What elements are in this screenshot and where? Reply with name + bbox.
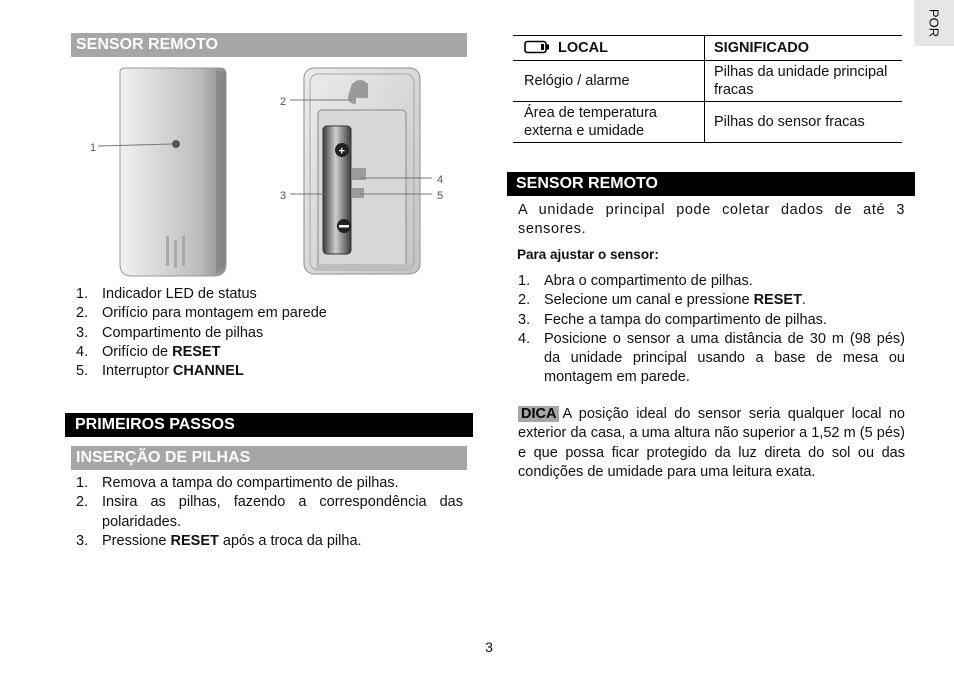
table-cell: Pilhas do sensor fracas	[705, 102, 903, 143]
battery-indicator-table	[513, 35, 902, 143]
sensor-illustration	[80, 64, 460, 280]
section-header-label: SENSOR REMOTO	[76, 36, 218, 53]
section-header-sensor-remoto-right	[507, 172, 915, 196]
table-header-significado: SIGNIFICADO	[705, 36, 903, 61]
table-cell: Área de temperatura externa e umidade	[513, 102, 705, 143]
figure-label-4: 4	[437, 174, 444, 186]
list-item: 2. Orifício para montagem em parede	[76, 305, 327, 322]
battery-icon	[524, 40, 550, 54]
table-cell: Pilhas da unidade principal fracas	[705, 61, 903, 102]
section-header-primeiros-passos	[65, 413, 473, 437]
svg-text:+: +	[338, 145, 345, 158]
section-header-label: SENSOR REMOTO	[516, 175, 658, 192]
tip-paragraph	[518, 405, 905, 482]
sensor-back-view	[304, 68, 420, 274]
section-header-sensor-remoto	[71, 33, 467, 57]
table-row	[513, 102, 902, 143]
sensor-subheading: Para ajustar o sensor:	[517, 247, 659, 262]
section-header-label: INSERÇÃO DE PILHAS	[76, 449, 251, 466]
list-item: 1. Remova a tampa do compartimento de pilhas.	[76, 475, 399, 491]
led-indicator	[172, 140, 180, 148]
list-item: 2. Insira as pilhas, fazendo a correspondência das polaridades.	[76, 494, 463, 530]
section-header-label: PRIMEIROS PASSOS	[75, 416, 235, 433]
figure-label-2: 2	[280, 96, 287, 108]
list-item: 4. Posicione o sensor a uma distância de 30 m (98 pés) da unidade principal usando a base de mesa ou montagem em parede.	[518, 330, 905, 386]
tip-text: A posição ideal do sensor seria qualquer local no exterior da casa, a uma altura não superior a 1,52 m (5 pés) e que possa ficar protegido da luz direta do sol ou das condições de umidade para uma leitura exata.	[518, 406, 905, 480]
table-header-local: LOCAL	[513, 36, 705, 61]
list-item: 3. Compartimento de pilhas	[76, 324, 264, 341]
table-cell: Relógio / alarme	[513, 61, 705, 102]
table-header-row	[513, 36, 902, 61]
parts-list	[71, 285, 467, 381]
sensor-front-view	[120, 68, 226, 276]
list-item: 2. Selecione um canal e pressione RESET.	[518, 292, 806, 309]
figure-label-3: 3	[280, 190, 287, 202]
figure-label-1: 1	[90, 142, 97, 154]
figure-label-5: 5	[437, 190, 444, 202]
list-item: 5. Interruptor CHANNEL	[76, 363, 244, 380]
list-item: 4. Orifício de RESET	[76, 343, 221, 360]
list-item: 1. Abra o compartimento de pilhas.	[518, 273, 753, 289]
list-item: 1. Indicador LED de status	[76, 286, 257, 302]
page-number: 3	[485, 639, 493, 655]
table-row	[513, 61, 902, 102]
list-item: 3. Feche a tampa do compartimento de pilhas.	[518, 311, 827, 328]
language-tab	[914, 0, 954, 46]
sensor-intro-paragraph: A unidade principal pode coletar dados de até 3 sensores.	[518, 202, 905, 238]
battery-steps-list	[71, 474, 463, 551]
list-item: 3. Pressione RESET após a troca da pilha.	[76, 532, 362, 549]
sensor-steps-list	[513, 272, 905, 388]
tip-label: DICA	[518, 406, 559, 422]
language-tab-label: POR	[926, 8, 942, 38]
section-header-insercao-pilhas	[71, 446, 467, 470]
